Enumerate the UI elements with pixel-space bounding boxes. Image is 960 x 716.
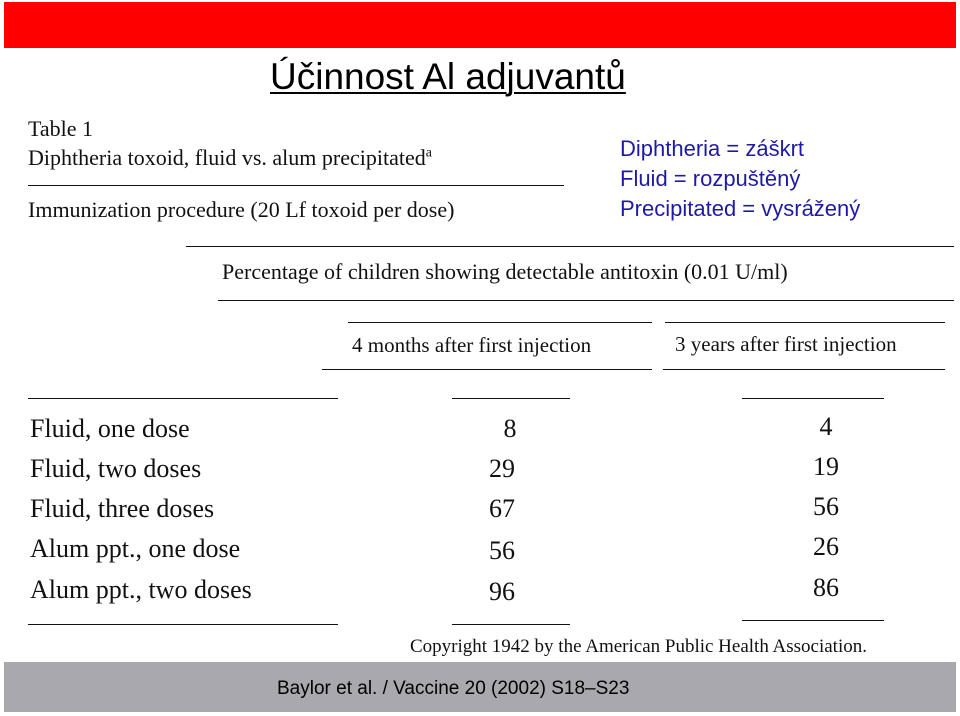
col-4-months-rule-bottom [322,369,652,370]
row-procedure: Fluid, one dose [30,414,190,443]
row-procedure: Fluid, two doses [30,454,202,483]
body-rule-top-label [28,398,338,399]
body-rule-top-m4 [452,398,570,399]
row-value-4-months: 29 [489,454,515,483]
header-rule-upper [186,246,954,247]
gloss-line-diphtheria: Diphtheria = záškrt [620,136,805,161]
row-value-4-months: 56 [489,536,515,565]
gloss-line-fluid: Fluid = rozpuštěný [620,166,801,191]
row-value-3-years: 56 [813,492,839,521]
table-caption-footnote: a [425,145,432,161]
header-rule-percentage [218,300,954,301]
table-label: Table 1 [28,116,94,141]
translation-glossary [620,134,860,224]
row-value-4-months: 96 [489,577,515,606]
table-top-rule [28,185,564,186]
col-header-3-years: 3 years after first injection [675,332,897,356]
body-rule-top-y3 [742,398,884,399]
gloss-line-precipitated: Precipitated = vysrážený [620,196,861,221]
col-3-years-rule-bottom [663,369,945,370]
header-procedure: Immunization procedure (20 Lf toxoid per dose) [28,197,455,222]
row-value-3-years: 86 [813,573,839,602]
body-rule-bottom-m4 [452,624,570,625]
col-4-months-rule-top [348,322,652,323]
citation: Baylor et al. / Vaccine 20 (2002) S18–S23 [277,678,630,699]
table-caption [28,145,432,171]
col-header-4-months: 4 months after first injection [352,333,592,357]
header-percentage: Percentage of children showing detectable antitoxin (0.01 U/ml) [222,259,788,284]
row-value-4-months: 67 [489,494,515,523]
body-rule-bottom-y3 [742,620,884,621]
slide-title: Účinnost Al adjuvantů [270,56,626,97]
row-value-3-years: 4 [819,412,833,441]
top-accent-bar [4,2,956,48]
row-value-4-months: 8 [503,414,517,443]
row-procedure: Fluid, three doses [30,494,215,523]
body-rule-bottom-label [28,624,338,625]
row-procedure: Alum ppt., two doses [30,575,252,604]
row-procedure: Alum ppt., one dose [30,534,241,563]
row-value-3-years: 26 [813,532,839,561]
table-caption-text: Diphtheria toxoid, fluid vs. alum precipitated [28,145,426,170]
copyright-note: Copyright 1942 by the American Public Health Association. [410,636,867,657]
row-value-3-years: 19 [813,452,839,481]
col-3-years-rule-top [665,322,945,323]
